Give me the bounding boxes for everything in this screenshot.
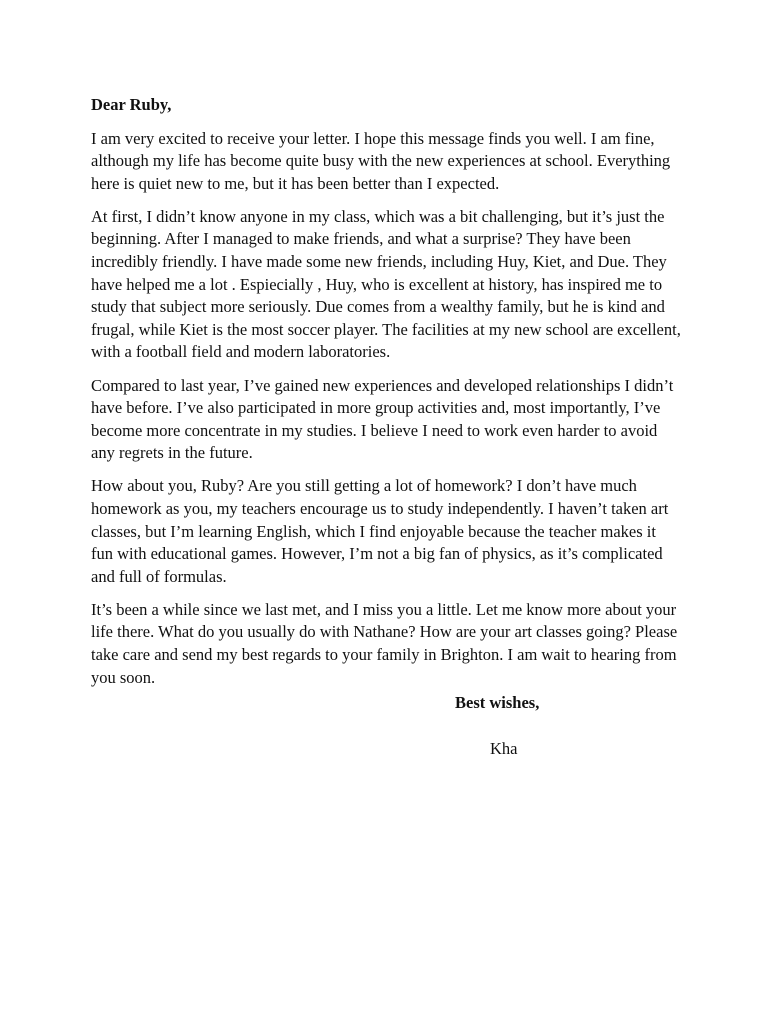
paragraph-2: At first, I didn’t know anyone in my class, which was a bit challenging, but it’s just the beginning. After I managed to make friends, and what a surprise? They have been incredibly friendly. I have made some new friends, including Huy, Kiet, and Due. They have helped me a lot . Espiecially , Huy, who is excellent at history, has inspired me to study that subject more seriously. Due comes from a wealthy family, but he is kind and frugal, while Kiet is the most soccer player. The facilities at my new school are excellent, with a football field and modern laboratories. xyxy=(91,206,681,362)
paragraph-4: How about you, Ruby? Are you still getting a lot of homework? I don’t have much homework as you, my teachers encourage us to study independently. I haven’t taken art classes, but I’m learning English, which I find enjoyable because the teacher makes it fun with educational games. However, I’m not a big fan of physics, as it’s complicated and full of formulas. xyxy=(91,476,669,586)
paragraph-3: Compared to last year, I’ve gained new experiences and developed relationships I didn’t have before. I’ve also participated in more group activities and, most importantly, I’ve become more concentrate in my studies. I believe I need to work even harder to avoid any regrets in the future. xyxy=(91,375,674,463)
letter-closing: Best wishes, xyxy=(455,693,540,712)
letter-body xyxy=(91,94,681,700)
paragraph-5: It’s been a while since we last met, and I miss you a little. Let me know more about your life there. What do you usually do with Nathane? How are your art classes going? Please take care and send my best regards to your family in Brighton. I am wait to hearing from you soon. xyxy=(91,599,678,687)
paragraph-1: I am very excited to receive your letter. I hope this message finds you well. I am fine, although my life has become quite busy with the new experiences at school. Everything here is quiet new to me, but it has been better than I expected. xyxy=(91,128,671,193)
letter-signature: Kha xyxy=(490,739,518,758)
letter-salutation: Dear Ruby, xyxy=(91,95,172,114)
